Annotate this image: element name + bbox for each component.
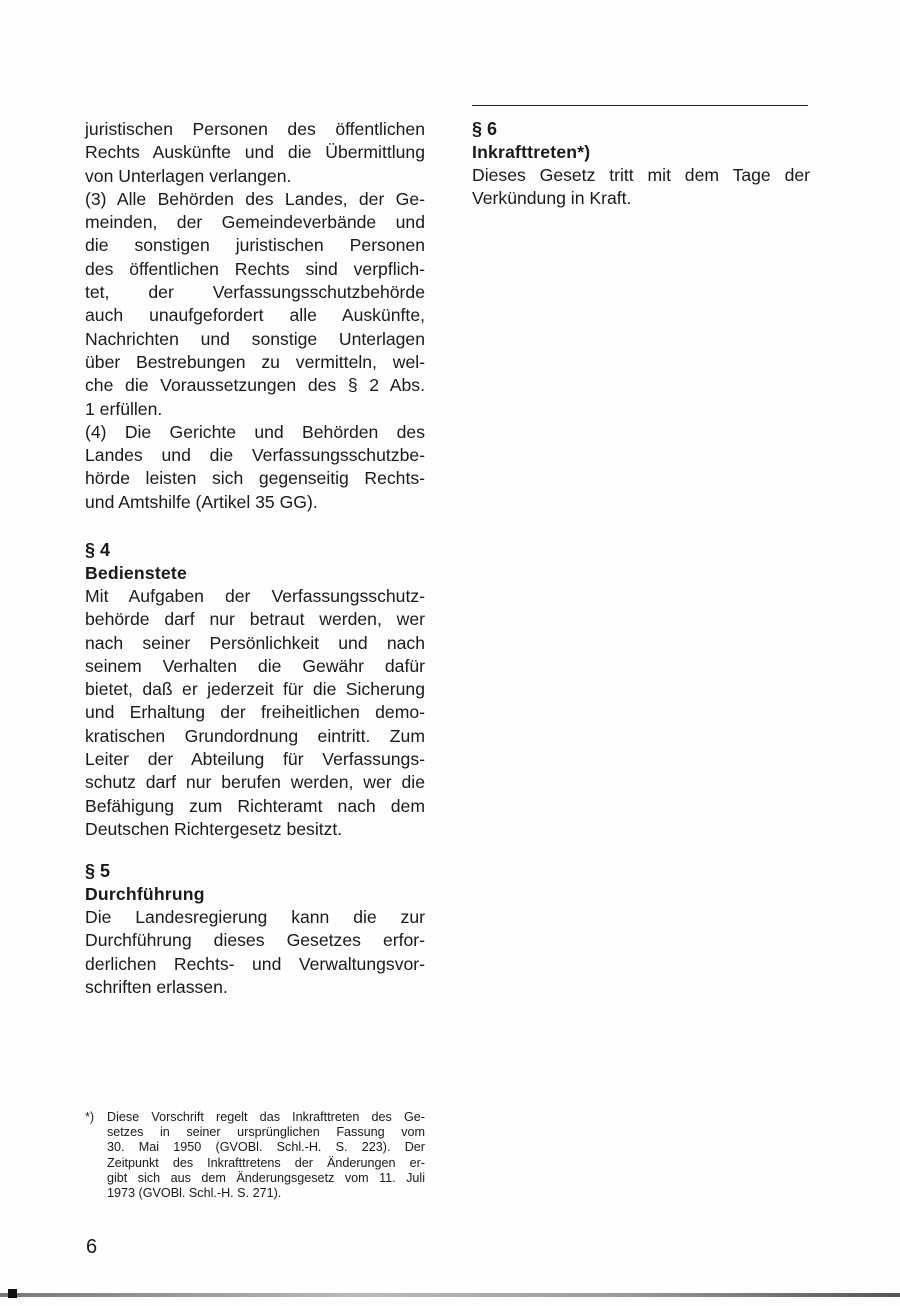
- scan-edge-bar: [0, 1293, 900, 1297]
- text-line: nach seiner Persönlichkeit und nach: [85, 632, 425, 653]
- text-line: Durchführung dieses Gesetzes erfor-: [85, 930, 425, 951]
- text-line: tet, der Verfassungsschutzbehörde: [85, 282, 425, 303]
- text-line: Landes und die Verfassungsschutzbe-: [85, 445, 425, 466]
- text-line: hörde leisten sich gegenseitig Rechts-: [85, 468, 425, 489]
- text-line: Leiter der Abteilung für Verfassungs-: [85, 749, 425, 770]
- footnote-line: Zeitpunkt des Inkrafttretens der Änderungen er-: [107, 1155, 425, 1170]
- section-5: [85, 860, 425, 999]
- left-column-text: [85, 118, 425, 514]
- footnote-line: Diese Vorschrift regelt das Inkrafttreten des Ge-: [107, 1110, 425, 1124]
- footnote-line: setzes in seiner ursprünglichen Fassung vom: [107, 1125, 425, 1140]
- text-line: Rechts Auskünfte und die Übermittlung: [85, 142, 425, 163]
- text-line: die sonstigen juristischen Personen: [85, 235, 425, 256]
- text-line: behörde darf nur betraut werden, wer: [85, 609, 425, 630]
- section-mark: § 5: [85, 861, 111, 881]
- section-heading: Durchführung: [85, 884, 205, 904]
- text-line: kratischen Grundordnung eintritt. Zum: [85, 725, 425, 746]
- section-heading: Inkrafttreten*): [472, 142, 591, 162]
- top-rule: [472, 105, 808, 106]
- text-line: (3) Alle Behörden des Landes, der Ge-: [85, 188, 425, 209]
- text-line: derlichen Rechts- und Verwaltungsvor-: [85, 953, 425, 974]
- text-line: Nachrichten und sonstige Unterlagen: [85, 328, 425, 349]
- footnote-line: gibt sich aus dem Änderungsgesetz vom 11. Juli: [107, 1170, 425, 1185]
- footnote-line: 30. Mai 1950 (GVOBl. Schl.-H. S. 223). Der: [107, 1140, 425, 1155]
- text-line: Verkündung in Kraft.: [472, 188, 632, 209]
- text-line: bietet, daß er jederzeit für die Sicherung: [85, 679, 425, 700]
- text-line: (4) Die Gerichte und Behörden des: [85, 421, 425, 442]
- text-line: und Amtshilfe (Artikel 35 GG).: [85, 491, 318, 512]
- text-line: und Erhaltung der freiheitlichen demo-: [85, 702, 425, 723]
- page-number: 6: [86, 1236, 98, 1258]
- section-mark: § 4: [85, 540, 111, 560]
- text-line: schutz darf nur berufen werden, wer die: [85, 772, 425, 793]
- section-heading: Bedienstete: [85, 563, 187, 583]
- text-line: schriften erlassen.: [85, 976, 228, 997]
- text-line: che die Voraussetzungen des § 2 Abs.: [85, 375, 425, 396]
- text-line: des öffentlichen Rechts sind verpflich-: [85, 258, 425, 279]
- footnote: [85, 1110, 425, 1201]
- text-line: Dieses Gesetz tritt mit dem Tage der: [472, 165, 810, 185]
- footnote-marker: *): [85, 1110, 95, 1124]
- text-line: meinden, der Gemeindeverbände und: [85, 212, 425, 233]
- text-line: von Unterlagen verlangen.: [85, 165, 292, 186]
- footnote-body: [107, 1110, 425, 1201]
- text-line: Mit Aufgaben der Verfassungsschutz-: [85, 586, 425, 606]
- section-6: [472, 118, 810, 211]
- text-line: Die Landesregierung kann die zur: [85, 907, 425, 927]
- text-line: seinem Verhalten die Gewähr dafür: [85, 655, 425, 676]
- text-line: juristischen Personen des öffentlichen: [85, 119, 425, 139]
- footnote-line: 1973 (GVOBl. Schl.-H. S. 271).: [107, 1186, 282, 1201]
- section-mark: § 6: [472, 119, 498, 139]
- scan-edge-mark: [8, 1289, 17, 1298]
- text-line: Befähigung zum Richteramt nach dem: [85, 795, 425, 816]
- text-line: auch unaufgefordert alle Auskünfte,: [85, 305, 425, 326]
- section-4: [85, 539, 425, 841]
- text-line: Deutschen Richtergesetz besitzt.: [85, 818, 343, 839]
- text-line: 1 erfüllen.: [85, 398, 163, 419]
- text-line: über Bestrebungen zu vermitteln, wel-: [85, 351, 425, 372]
